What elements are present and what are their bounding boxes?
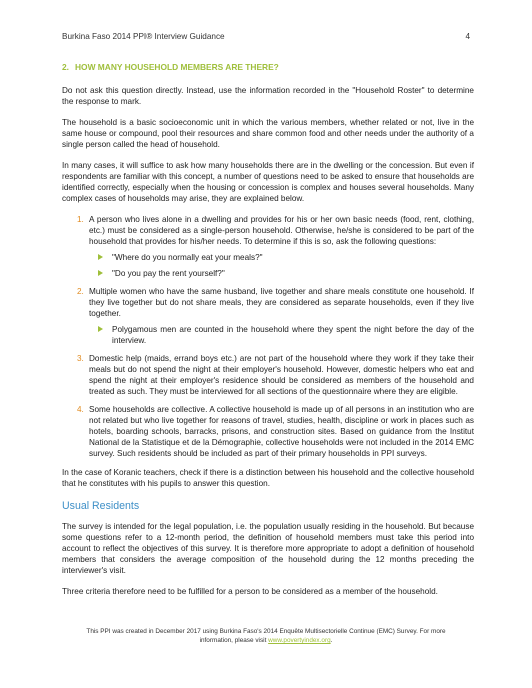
list-number: 3. bbox=[77, 354, 84, 363]
paragraph: In the case of Koranic teachers, check if there is a distinction between his household and the collective household that he constitutes with his pupils to answer this question. bbox=[62, 468, 474, 488]
list-number: 4. bbox=[77, 405, 84, 414]
sub-list-item bbox=[89, 268, 474, 279]
list-item-text: Domestic help (maids, errand boys etc.) are not part of the household where they work if they take their meals but do not spend the night at their employer's household. However, domestic helpers who eat and spend the night at their employer's residence should be considered as members of the household and treated as such. They must be interviewed for all sections of the questionnaire where they are eligible. bbox=[89, 354, 474, 396]
footer-line bbox=[70, 636, 462, 645]
section-number: 2. bbox=[62, 62, 69, 72]
list-number: 1. bbox=[77, 215, 84, 224]
sub-list-item bbox=[89, 324, 474, 346]
page-header bbox=[62, 32, 470, 41]
sub-list bbox=[89, 252, 474, 279]
list-item-text: Multiple women who have the same husband, live together and share meals constitute one household. If they live together but do not share meals, they are considered as separate households, even if they live together. bbox=[89, 287, 474, 318]
list-item bbox=[62, 404, 474, 459]
triangle-bullet-icon bbox=[98, 270, 103, 276]
paragraph: In many cases, it will suffice to ask how many households there are in the dwelling or the concession. But even if respondents are familiar with this concept, a number of questions need to be asked to ensure that households are identified correctly, especially when the housing or concession is complex and houses several households. Many complex cases of households may arise, they are explained below. bbox=[62, 161, 474, 203]
paragraph: Three criteria therefore need to be fulfilled for a person to be considered as a member of the household. bbox=[62, 587, 438, 596]
page-number: 4 bbox=[465, 32, 470, 41]
section-title: HOW MANY HOUSEHOLD MEMBERS ARE THERE? bbox=[75, 62, 279, 72]
paragraph: The survey is intended for the legal population, i.e. the population usually residing in the household. But because some questions refer to a 12-month period, the definition of household members must take this period into account to reflect the objectives of this survey. It is therefore more appropriate to adopt a definition of household members that considers the average composition of the household during the 12 months preceding the interviewer's visit. bbox=[62, 522, 474, 575]
sub-list-item bbox=[89, 252, 474, 263]
subsection-heading: Usual Residents bbox=[62, 500, 140, 512]
list-item-text: Some households are collective. A collective household is made up of all persons in an institution who are not related but who live together for reasons of travel, studies, health, discipline or work in places such as hotels, boarding schools, barracks, prisons, and construction sites. Based on guidance from the Institut National de la Statistique et de la Démographie, collective households were not included in the 2014 EMC survey. Such residents should be included as part of their primary households in PPI surveys. bbox=[89, 405, 474, 458]
page-footer bbox=[70, 627, 462, 645]
footer-line: This PPI was created in December 2017 using Burkina Faso's 2014 Enquête Multisectorielle Continue (EMC) Survey. For more bbox=[86, 628, 446, 635]
sub-list-item-text: "Do you pay the rent yourself?" bbox=[112, 269, 225, 278]
header-title: Burkina Faso 2014 PPI® Interview Guidance bbox=[62, 32, 225, 41]
sub-list bbox=[89, 324, 474, 346]
list-item bbox=[62, 286, 474, 346]
list-number: 2. bbox=[77, 287, 84, 296]
footer-link[interactable]: www.povertyindex.org bbox=[268, 637, 331, 644]
list-item bbox=[62, 214, 474, 279]
paragraph: Do not ask this question directly. Instead, use the information recorded in the "Household Roster" to determine the response to mark. bbox=[62, 86, 474, 106]
list-item-text: A person who lives alone in a dwelling and provides for his or her own basic needs (food, rent, clothing, etc.) must be considered as a single-person household. Otherwise, he/she is considered to be part of the household that provides for his/her needs. To determine if this is so, ask the following questions: bbox=[89, 215, 474, 246]
paragraph: The household is a basic socioeconomic unit in which the various members, whether related or not, live in the same house or compound, pool their resources and share common food and other needs under the authority of a single person called the head of household. bbox=[62, 118, 474, 149]
triangle-bullet-icon bbox=[98, 326, 103, 332]
triangle-bullet-icon bbox=[98, 254, 103, 260]
sub-list-item-text: "Where do you normally eat your meals?" bbox=[112, 253, 263, 262]
list-item bbox=[62, 353, 474, 397]
household-cases-list bbox=[62, 214, 474, 459]
footer-text: information, please visit bbox=[199, 637, 269, 644]
section-heading bbox=[62, 62, 474, 73]
footer-text: . bbox=[330, 637, 333, 644]
page-content bbox=[62, 62, 474, 607]
sub-list-item-text: Polygamous men are counted in the household where they spent the night before the day of the interview. bbox=[112, 325, 474, 345]
